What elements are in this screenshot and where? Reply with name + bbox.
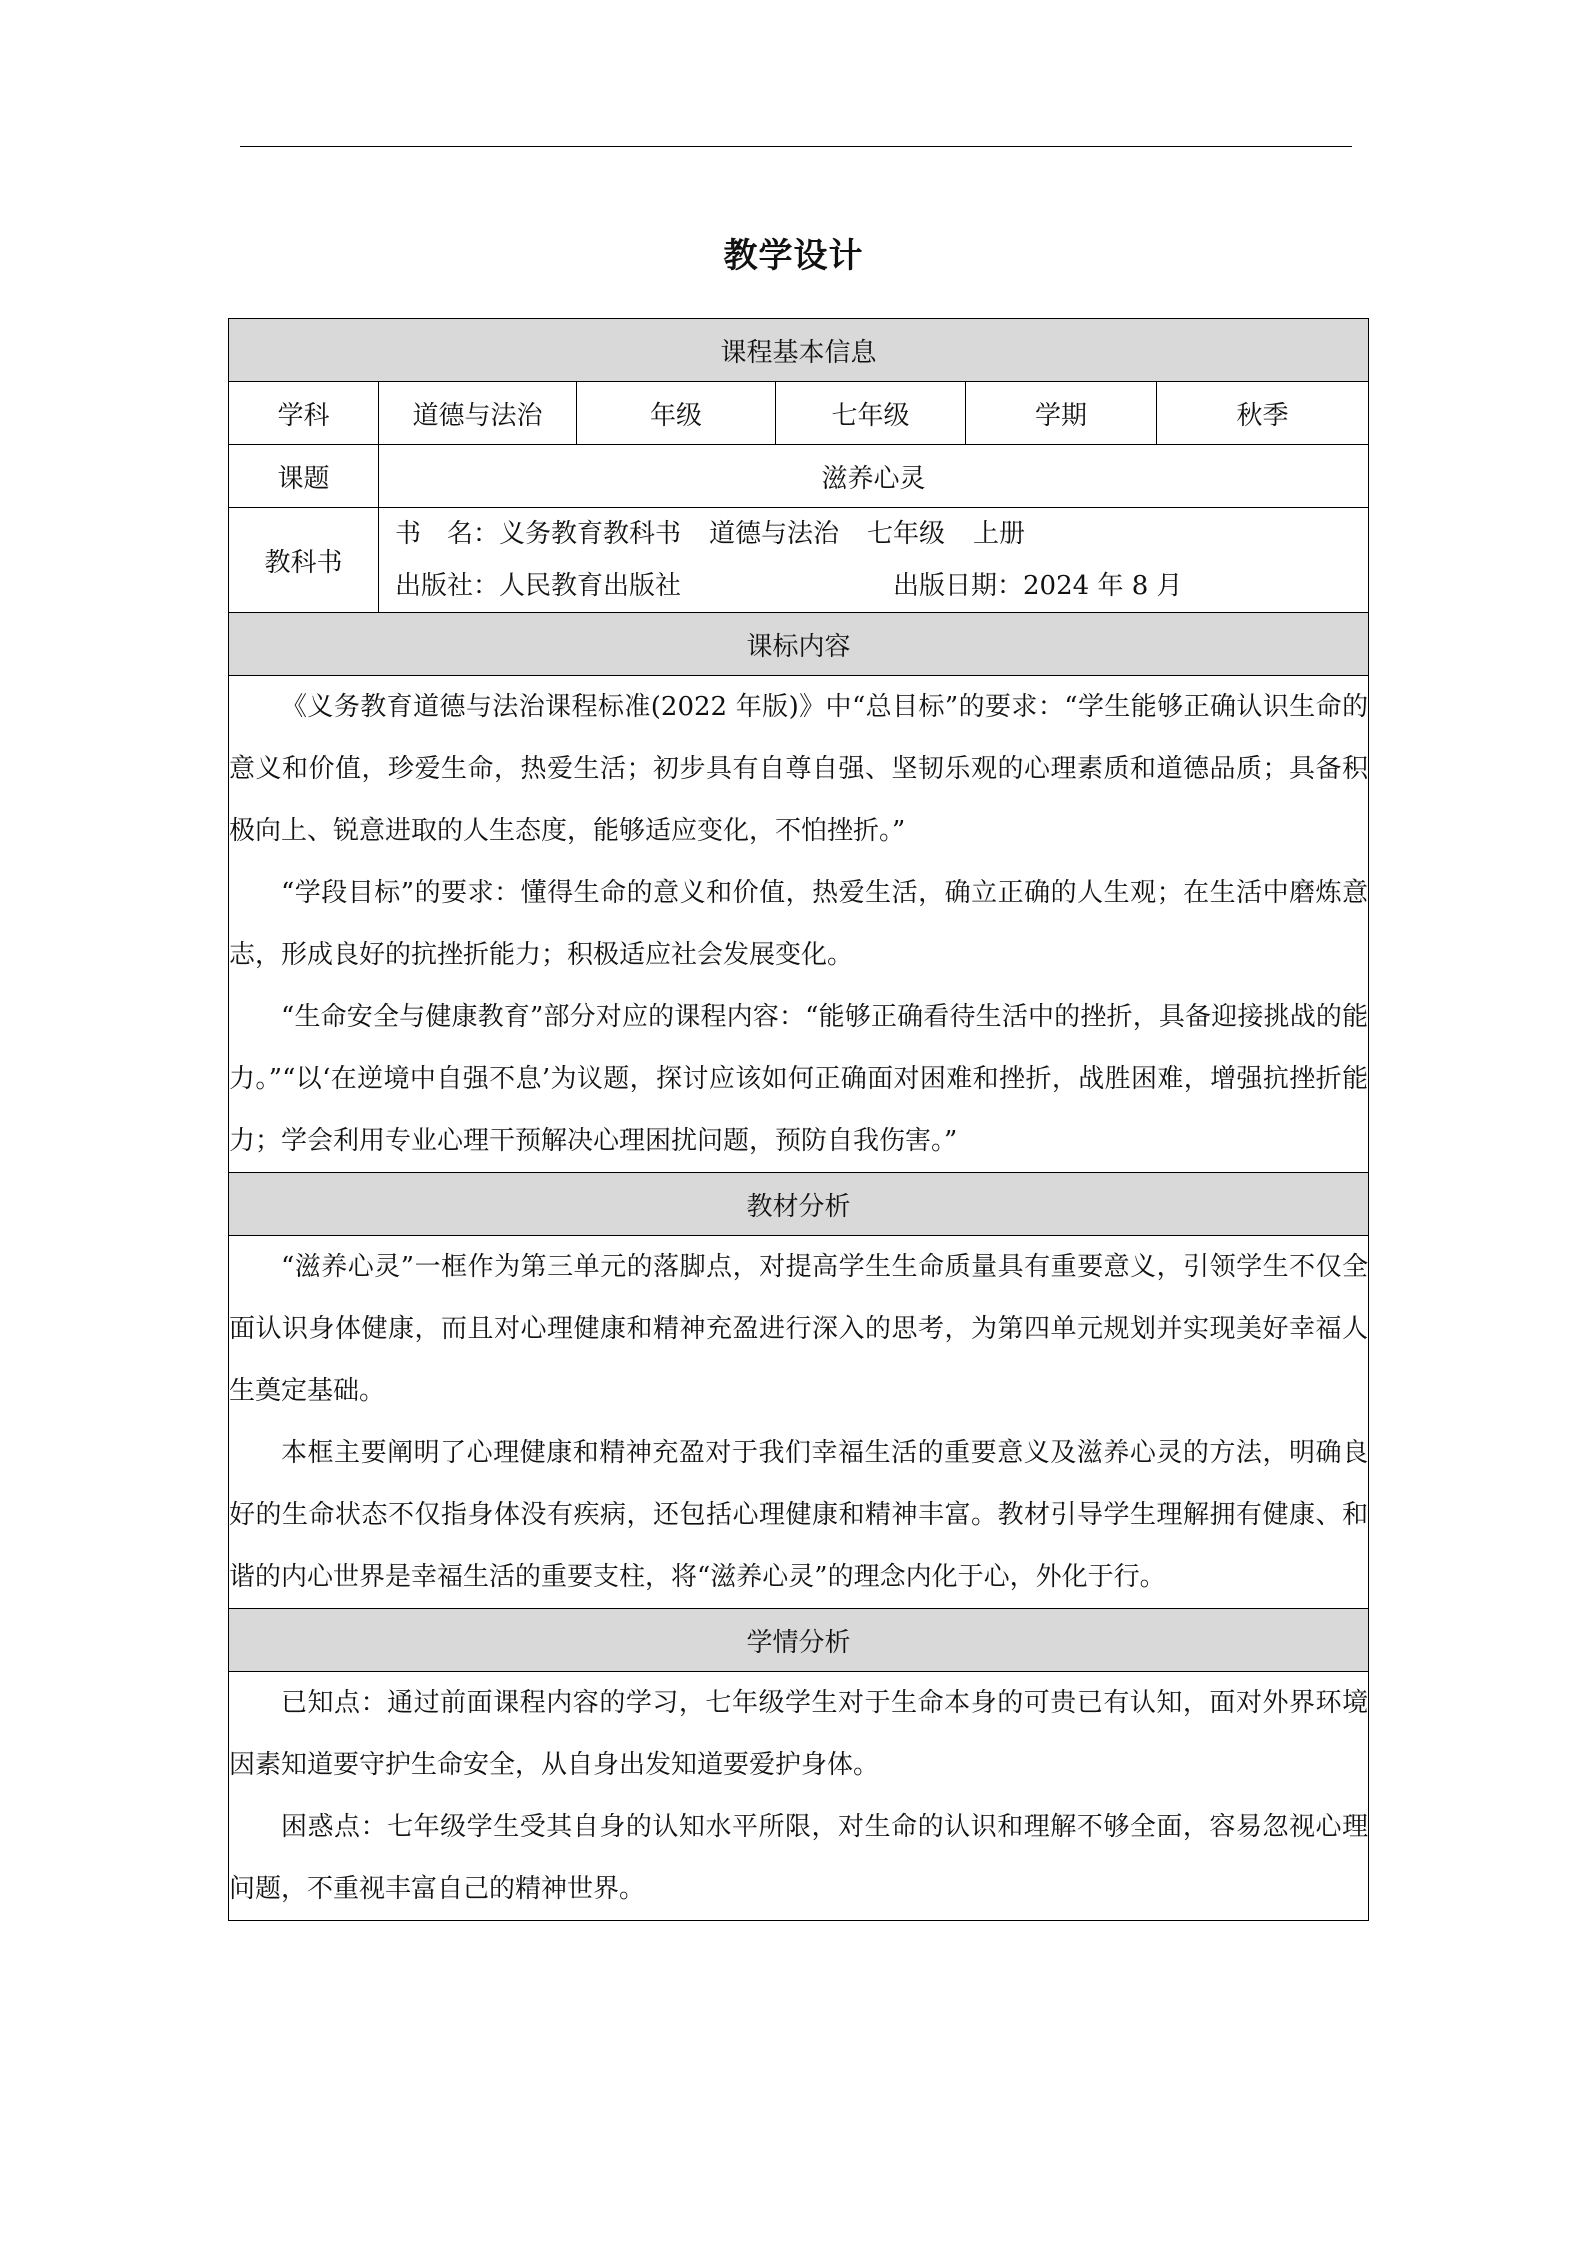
student-analysis-body xyxy=(229,1672,1369,1921)
term-value: 秋季 xyxy=(1157,382,1369,445)
student-analysis-header: 学情分析 xyxy=(229,1609,1369,1672)
student-analysis-paragraph: 已知点：通过前面课程内容的学习，七年级学生对于生命本身的可贵已有认知，面对外界环境因素知道要守护生命安全，从自身出发知道要爱护身体。 xyxy=(229,1688,1369,1780)
textbook-analysis-paragraph: “滋养心灵”一框作为第三单元的落脚点，对提高学生生命质量具有重要意义，引领学生不仅全面认识身体健康，而且对心理健康和精神充盈进行深入的思考，为第四单元规划并实现美好幸福人生奠定基础。 xyxy=(229,1252,1369,1406)
textbook-analysis-paragraph: 本框主要阐明了心理健康和精神充盈对于我们幸福生活的重要意义及滋养心灵的方法，明确良好的生命状态不仅指身体没有疾病，还包括心理健康和精神丰富。教材引导学生理解拥有健康、和谐的内心世界是幸福生活的重要支柱，将“滋养心灵”的理念内化于心，外化于行。 xyxy=(229,1438,1369,1592)
topic-value: 滋养心灵 xyxy=(379,445,1369,508)
header-rule xyxy=(240,146,1352,147)
textbook-label: 教科书 xyxy=(229,508,379,613)
subject-grade-term-row xyxy=(229,382,1369,445)
textbook-analysis-body-row xyxy=(229,1236,1369,1609)
subject-label: 学科 xyxy=(229,382,379,445)
textbook-analysis-header-row xyxy=(229,1173,1369,1236)
student-analysis-header-row xyxy=(229,1609,1369,1672)
subject-value: 道德与法治 xyxy=(379,382,577,445)
curriculum-header: 课标内容 xyxy=(229,613,1369,676)
textbook-publisher: 出版社：人民教育出版社 xyxy=(395,571,682,601)
basic-info-header-row xyxy=(229,319,1369,382)
textbook-name: 书 名：义务教育教科书 xyxy=(395,519,682,549)
student-analysis-paragraph: 困惑点：七年级学生受其自身的认知水平所限，对生命的认识和理解不够全面，容易忽视心理问题，不重视丰富自己的精神世界。 xyxy=(229,1812,1369,1904)
textbook-publisher-line xyxy=(395,560,1352,612)
curriculum-header-row xyxy=(229,613,1369,676)
term-label: 学期 xyxy=(966,382,1157,445)
topic-label: 课题 xyxy=(229,445,379,508)
grade-value: 七年级 xyxy=(776,382,966,445)
textbook-volume: 上册 xyxy=(973,519,1026,549)
textbook-subject: 道德与法治 xyxy=(709,519,840,549)
textbook-analysis-header: 教材分析 xyxy=(229,1173,1369,1236)
curriculum-body-row xyxy=(229,676,1369,1173)
curriculum-paragraph: 《义务教育道德与法治课程标准(2022 年版)》中“总目标”的要求：“学生能够正确认识生命的意义和价值，珍爱生命，热爱生活；初步具有自尊自强、坚韧乐观的心理素质和道德品质；具备积极向上、锐意进取的人生态度，能够适应变化，不怕挫折。” xyxy=(229,692,1369,846)
curriculum-paragraph: “生命安全与健康教育”部分对应的课程内容：“能够正确看待生活中的挫折，具备迎接挑战的能力。”“以‘在逆境中自强不息’为议题，探讨应该如何正确面对困难和挫折，战胜困难，增强抗挫折能力；学会利用专业心理干预解决心理困扰问题，预防自我伤害。” xyxy=(229,1002,1369,1156)
textbook-name-line xyxy=(395,508,1352,560)
textbook-grade: 七年级 xyxy=(867,519,946,549)
student-analysis-body-row xyxy=(229,1672,1369,1921)
textbook-publish-date: 出版日期：2024 年 8 月 xyxy=(893,571,1183,601)
topic-row xyxy=(229,445,1369,508)
textbook-analysis-body xyxy=(229,1236,1369,1609)
lesson-design-table xyxy=(228,318,1369,1921)
textbook-info xyxy=(379,508,1369,613)
curriculum-body xyxy=(229,676,1369,1173)
curriculum-paragraph: “学段目标”的要求：懂得生命的意义和价值，热爱生活，确立正确的人生观；在生活中磨炼意志，形成良好的抗挫折能力；积极适应社会发展变化。 xyxy=(229,878,1369,970)
textbook-row xyxy=(229,508,1369,613)
document-title: 教学设计 xyxy=(723,236,864,276)
grade-label: 年级 xyxy=(577,382,776,445)
basic-info-header: 课程基本信息 xyxy=(229,319,1369,382)
